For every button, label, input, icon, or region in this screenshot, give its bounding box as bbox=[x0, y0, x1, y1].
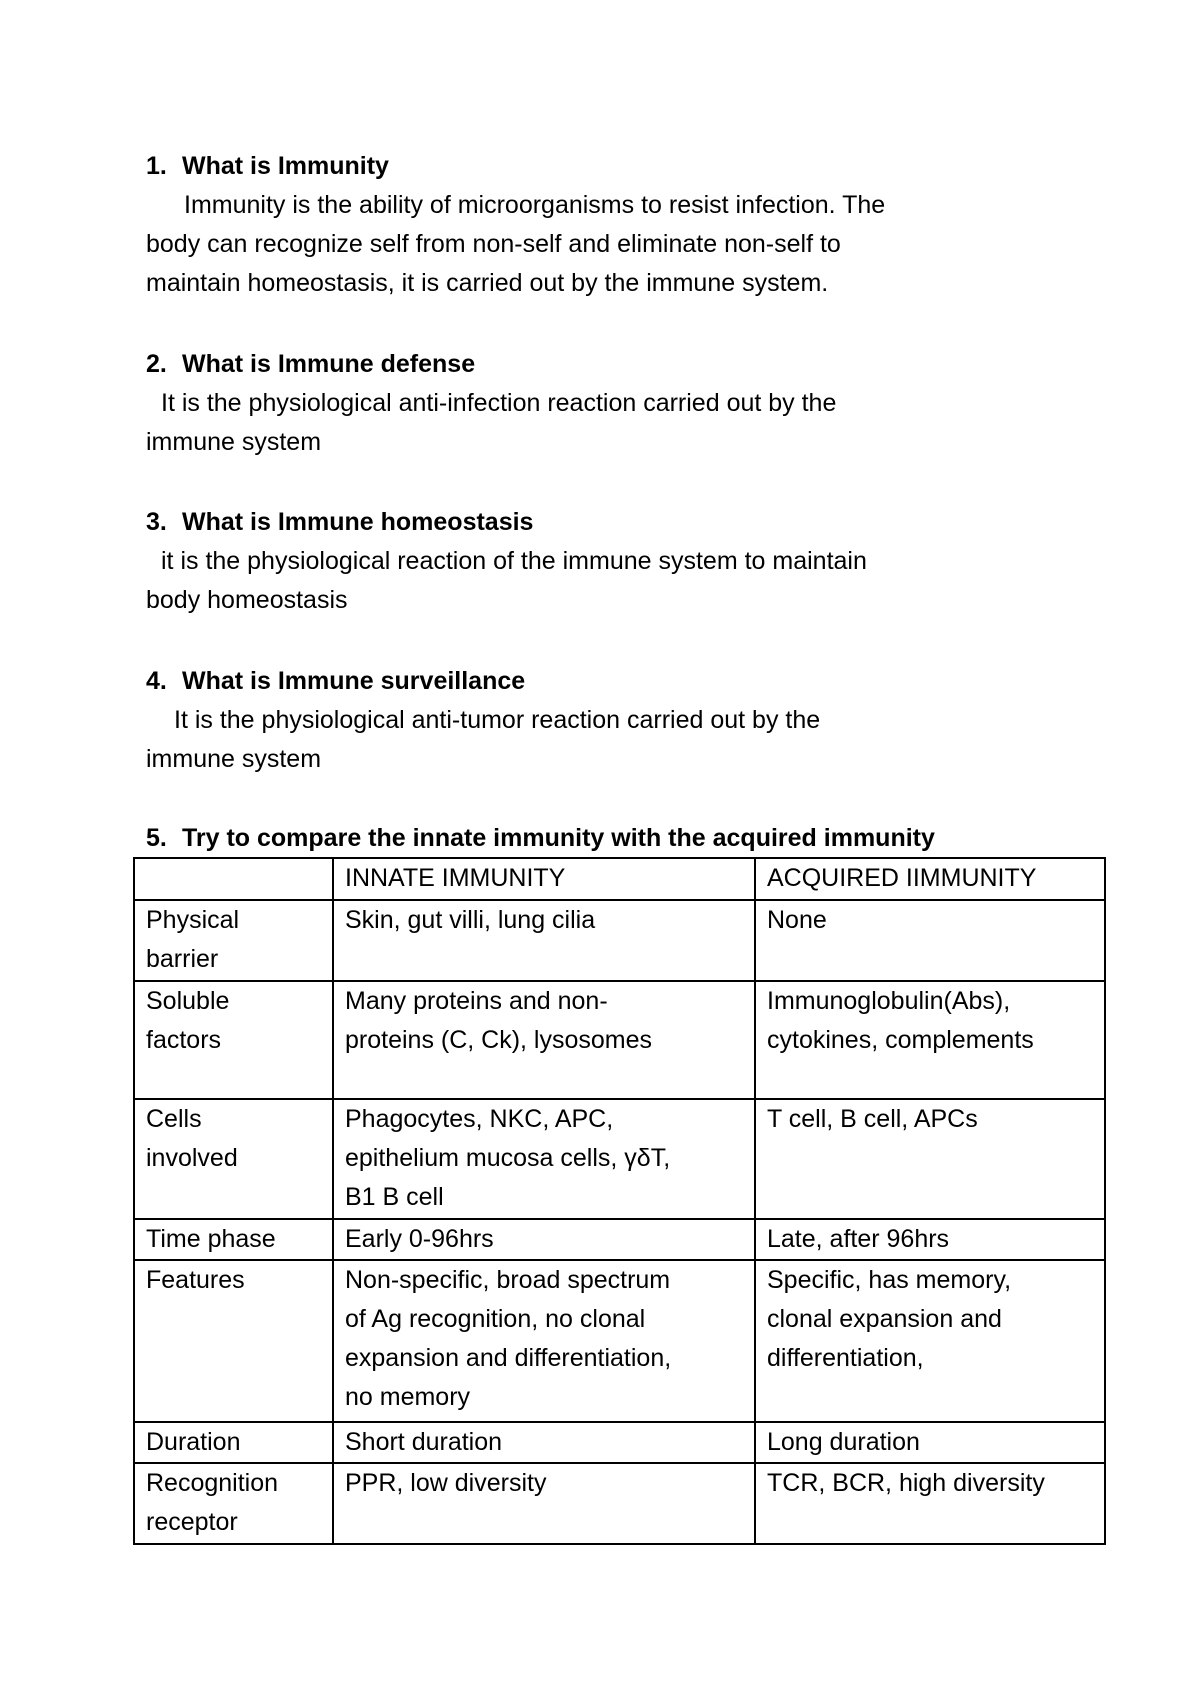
cell-line: Specific, has memory, bbox=[767, 1266, 1012, 1294]
cell-line: proteins (C, Ck), lysosomes bbox=[345, 1026, 653, 1054]
table-row bbox=[134, 1219, 1105, 1260]
cell-line: Many proteins and non- bbox=[345, 987, 608, 1015]
question-4 bbox=[146, 662, 1066, 779]
question-heading: Try to compare the innate immunity with the acquired immunity bbox=[182, 824, 935, 852]
cell-line: involved bbox=[146, 1144, 238, 1172]
question-1-title bbox=[146, 147, 1066, 186]
cell-line: None bbox=[767, 906, 827, 934]
cell-line: PPR, low diversity bbox=[345, 1469, 547, 1497]
question-4-title bbox=[146, 662, 1066, 701]
cell-line: Phagocytes, NKC, APC, bbox=[345, 1105, 614, 1133]
cell-line: Features bbox=[146, 1266, 245, 1294]
cell-line: T cell, B cell, APCs bbox=[767, 1105, 978, 1133]
table-row bbox=[134, 981, 1105, 1099]
cell-line: factors bbox=[146, 1026, 222, 1054]
question-heading: What is Immunity bbox=[182, 152, 389, 180]
cell-line: Short duration bbox=[345, 1428, 503, 1456]
question-2 bbox=[146, 345, 1066, 462]
acquired-cell bbox=[755, 1219, 1105, 1260]
table-row bbox=[134, 1422, 1105, 1463]
question-number: 4. bbox=[146, 667, 167, 695]
question-number: 1. bbox=[146, 152, 167, 180]
cell-line: Time phase bbox=[146, 1225, 276, 1253]
cell-line: Late, after 96hrs bbox=[767, 1225, 950, 1253]
acquired-cell bbox=[755, 1260, 1105, 1422]
answer-line: It is the physiological anti-tumor reaction carried out by the bbox=[174, 706, 821, 734]
question-heading: What is Immune defense bbox=[182, 350, 476, 378]
acquired-cell bbox=[755, 900, 1105, 981]
question-heading: What is Immune surveillance bbox=[182, 667, 526, 695]
acquired-cell bbox=[755, 1422, 1105, 1463]
answer-4 bbox=[146, 701, 1066, 779]
row-label-cell bbox=[134, 1260, 333, 1422]
cell-line: Skin, gut villi, lung cilia bbox=[345, 906, 596, 934]
innate-cell bbox=[333, 1260, 755, 1422]
cell-line: cytokines, complements bbox=[767, 1026, 1034, 1054]
cell-line: Early 0-96hrs bbox=[345, 1225, 494, 1253]
row-label-cell bbox=[134, 900, 333, 981]
table-row bbox=[134, 900, 1105, 981]
question-number: 2. bbox=[146, 350, 167, 378]
acquired-cell bbox=[755, 981, 1105, 1099]
row-label-cell bbox=[134, 1099, 333, 1219]
cell-line: TCR, BCR, high diversity bbox=[767, 1469, 1045, 1497]
cell-line: Recognition bbox=[146, 1469, 279, 1497]
cell-line: Cells bbox=[146, 1105, 202, 1133]
cell-line: Long duration bbox=[767, 1428, 920, 1456]
answer-line: body can recognize self from non-self and eliminate non-self to bbox=[146, 230, 841, 258]
cell-line: Duration bbox=[146, 1428, 241, 1456]
row-label-cell bbox=[134, 1219, 333, 1260]
answer-2 bbox=[146, 384, 1066, 462]
cell-line: expansion and differentiation, bbox=[345, 1344, 672, 1372]
question-2-title bbox=[146, 345, 1066, 384]
cell-line: no memory bbox=[345, 1383, 471, 1411]
row-label-cell bbox=[134, 1422, 333, 1463]
answer-line: it is the physiological reaction of the immune system to maintain bbox=[161, 547, 867, 575]
cell-line: Physical bbox=[146, 906, 240, 934]
innate-cell bbox=[333, 1099, 755, 1219]
cell-line: clonal expansion and bbox=[767, 1305, 1002, 1333]
innate-cell bbox=[333, 1422, 755, 1463]
cell-line: epithelium mucosa cells, γδT, bbox=[345, 1144, 671, 1172]
table-header-row bbox=[134, 858, 1105, 900]
question-5 bbox=[146, 819, 1066, 858]
cell-line: of Ag recognition, no clonal bbox=[345, 1305, 646, 1333]
question-1 bbox=[146, 147, 1066, 303]
header-cell-empty bbox=[134, 858, 333, 900]
answer-line: immune system bbox=[146, 428, 322, 456]
cell-line: Soluble bbox=[146, 987, 230, 1015]
table-row bbox=[134, 1099, 1105, 1219]
answer-line: immune system bbox=[146, 745, 322, 773]
cell-line: differentiation, bbox=[767, 1344, 924, 1372]
acquired-cell bbox=[755, 1099, 1105, 1219]
question-3 bbox=[146, 503, 1066, 620]
answer-line: maintain homeostasis, it is carried out by the immune system. bbox=[146, 269, 829, 297]
cell-line: Immunoglobulin(Abs), bbox=[767, 987, 1011, 1015]
innate-cell bbox=[333, 1463, 755, 1544]
innate-cell bbox=[333, 1219, 755, 1260]
answer-1 bbox=[146, 186, 1066, 303]
question-number: 5. bbox=[146, 824, 167, 852]
header-cell-innate: INNATE IMMUNITY bbox=[333, 858, 755, 900]
cell-line: Non-specific, broad spectrum bbox=[345, 1266, 671, 1294]
comparison-table bbox=[133, 857, 1106, 1545]
answer-3 bbox=[146, 542, 1066, 620]
row-label-cell bbox=[134, 1463, 333, 1544]
question-3-title bbox=[146, 503, 1066, 542]
question-heading: What is Immune homeostasis bbox=[182, 508, 534, 536]
cell-line: B1 B cell bbox=[345, 1183, 444, 1211]
innate-cell bbox=[333, 900, 755, 981]
answer-line: It is the physiological anti-infection reaction carried out by the bbox=[161, 389, 837, 417]
question-number: 3. bbox=[146, 508, 167, 536]
header-cell-acquired: ACQUIRED IIMMUNITY bbox=[755, 858, 1105, 900]
cell-line: receptor bbox=[146, 1508, 238, 1536]
table-row bbox=[134, 1463, 1105, 1544]
innate-cell bbox=[333, 981, 755, 1099]
cell-line: barrier bbox=[146, 945, 219, 973]
table-row bbox=[134, 1260, 1105, 1422]
question-5-title bbox=[146, 819, 1066, 858]
answer-line: Immunity is the ability of microorganisms to resist infection. The bbox=[184, 191, 886, 219]
row-label-cell bbox=[134, 981, 333, 1099]
answer-line: body homeostasis bbox=[146, 586, 348, 614]
acquired-cell bbox=[755, 1463, 1105, 1544]
